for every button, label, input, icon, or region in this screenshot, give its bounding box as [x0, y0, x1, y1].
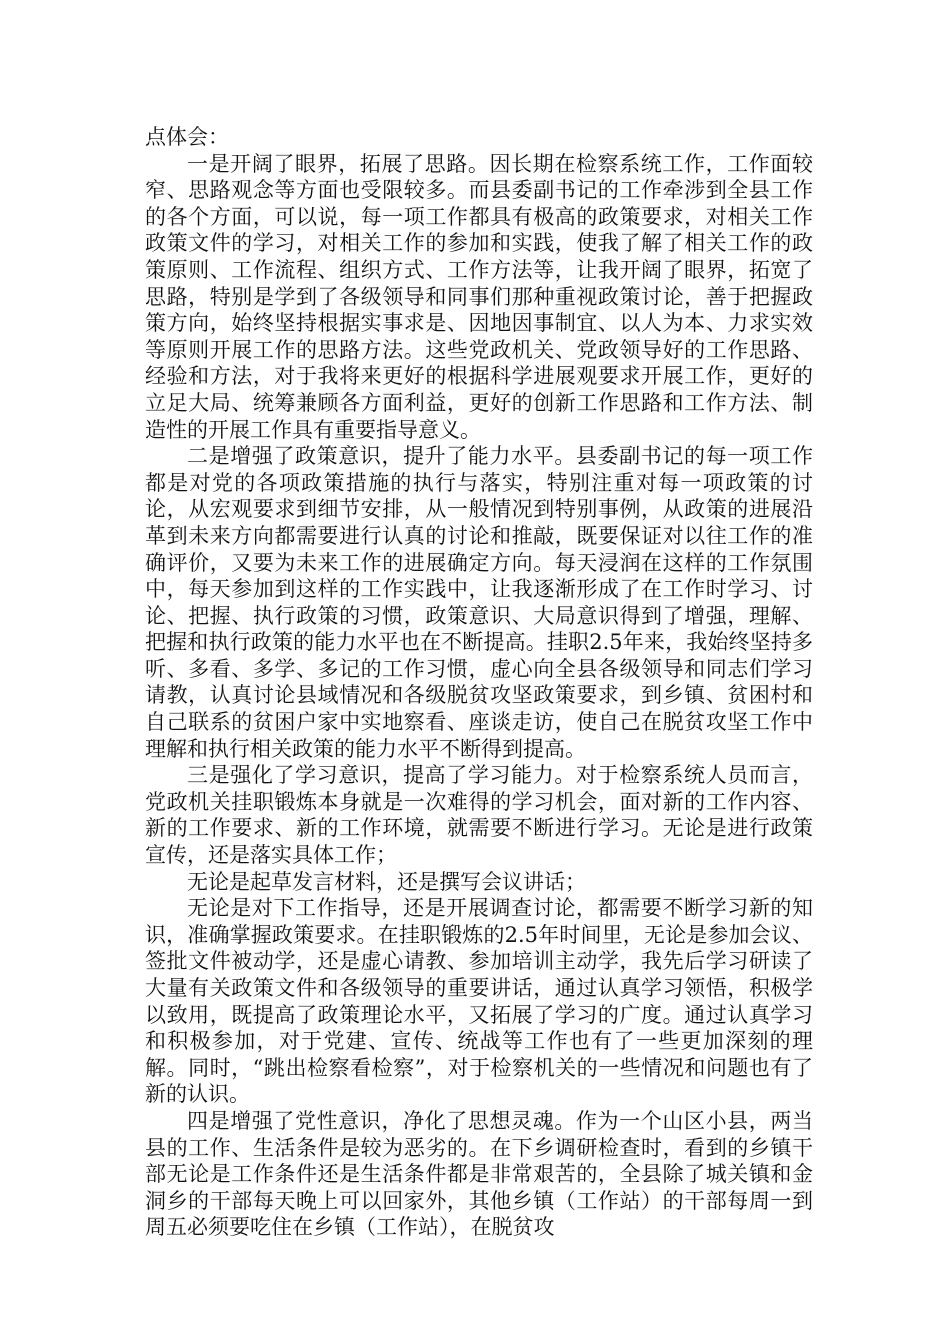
document-body — [145, 124, 813, 1241]
paragraph-point-2: 二是增强了政策意识，提升了能力水平。县委副书记的每一项工作都是对党的各项政策措施的执行与落实，特别注重对每一项政策的讨论，从宏观要求到细节安排，从一般情况到特别事例，从政策的进展沿革到未来方向都需要进行认真的讨论和推敲，既要保证对以往工作的准确评价，又要为未来工作的进展确定方向。每天浸润在这样的工作氛围中，每天参加到这样的工作实践中，让我逐渐形成了在工作时学习、讨论、把握、执行政策的习惯，政策意识、大局意识得到了增强，理解、把握和执行政策的能力水平也在不断提高。挂职2.5年来，我始终坚持多听、多看、多学、多记的工作习惯，虚心向全县各级领导和同志们学习请教，认真讨论县域情况和各级脱贫攻坚政策要求，到乡镇、贫困村和自己联系的贫困户家中实地察看、座谈走访，使自己在脱贫攻坚工作中理解和执行相关政策的能力水平不断得到提高。 — [145, 444, 813, 761]
paragraph-point-4: 四是增强了党性意识，净化了思想灵魂。作为一个山区小县，两当县的工作、生活条件是较为恶劣的。在下乡调研检查时，看到的乡镇干部无论是工作条件还是生活条件都是非常艰苦的，全县除了城关镇和金洞乡的干部每天晚上可以回家外，其他乡镇（工作站）的干部每周一到周五必须要吃住在乡镇（工作站），在脱贫攻 — [145, 1108, 813, 1240]
paragraph-point-1: 一是开阔了眼界，拓展了思路。因长期在检察系统工作，工作面较窄、思路观念等方面也受限较多。而县委副书记的工作牵涉到全县工作的各个方面，可以说，每一项工作都具有极高的政策要求，对相关工作政策文件的学习，对相关工作的参加和实践，使我了解了相关工作的政策原则、工作流程、组织方式、工作方法等，让我开阔了眼界，拓宽了思路，特别是学到了各级领导和同事们那种重视政策讨论，善于把握政策方向，始终坚持根据实事求是、因地因事制宜、以人为本、力求实效等原则开展工作的思路方法。这些党政机关、党政领导好的工作思路、经验和方法，对于我将来更好的根据科学进展观要求开展工作，更好的立足大局、统筹兼顾各方面利益，更好的创新工作思路和工作方法、制造性的开展工作具有重要指导意义。 — [145, 151, 813, 442]
paragraph-point-3-cont-2: 无论是对下工作指导，还是开展调查讨论，都需要不断学习新的知识，准确掌握政策要求。在挂职锻炼的2.5年时间里，无论是参加会议、签批文件被动学，还是虚心请教、参加培训主动学，我先后学习研读了大量有关政策文件和各级领导的重要讲话，通过认真学习领悟，积极学以致用，既提高了政策理论水平，又拓展了学习的广度。通过认真学习和积极参加，对于党建、宣传、统战等工作也有了一些更加深刻的理解。同时，“跳出检察看检察”，对于检察机关的一些情况和问题也有了新的认识。 — [145, 896, 813, 1107]
paragraph-point-3-cont-1: 无论是起草发言材料，还是撰写会议讲话； — [187, 869, 586, 894]
paragraph-point-3: 三是强化了学习意识，提高了学习能力。对于检察系统人员而言，党政机关挂职锻炼本身就是一次难得的学习机会，面对新的工作内容、新的工作要求、新的工作环境，就需要不断进行学习。无论是进行政策宣传，还是落实具体工作； — [145, 763, 813, 868]
paragraph-intro: 点体会： — [145, 125, 229, 149]
